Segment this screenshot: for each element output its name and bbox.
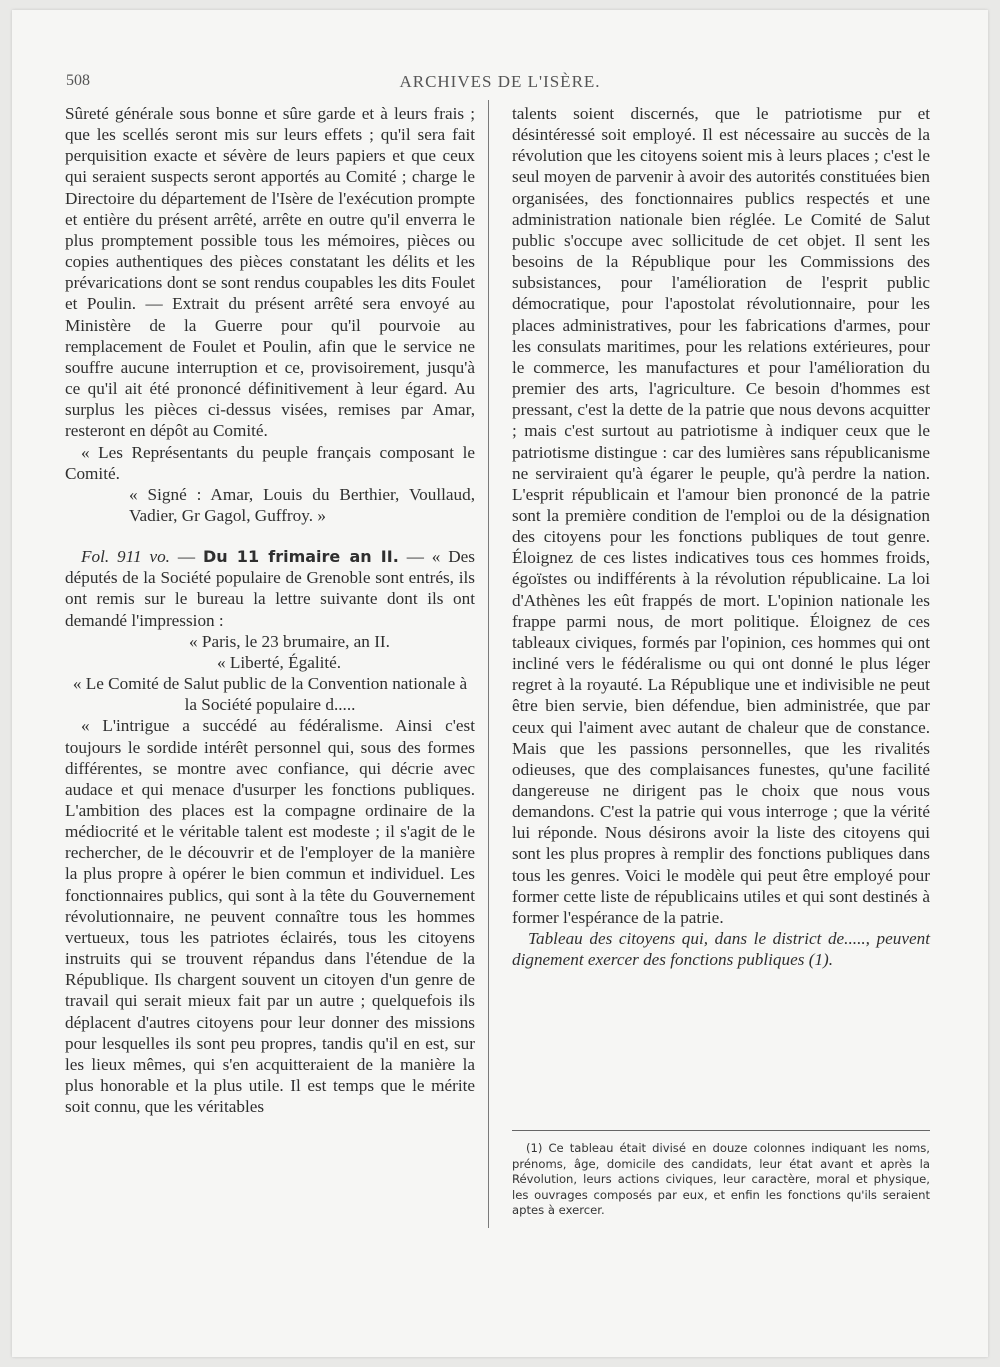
section-text: — « Des députés de la Société populaire de Grenoble sont entrés, ils ont remis sur le bureau la lettre suivante dont ils ont demandé l'impression : <box>65 547 475 630</box>
running-title: ARCHIVES DE L'ISÈRE. <box>399 72 601 91</box>
page-number: 508 <box>66 72 90 89</box>
column-divider <box>488 100 489 1228</box>
folio-reference: Fol. 911 vo. <box>81 547 170 567</box>
footnote-rule <box>512 1130 930 1131</box>
section-date: Du 11 frimaire an II. <box>202 547 399 567</box>
paragraph: « L'intrigue a succédé au fédéralisme. Ainsi c'est toujours le sordide intérêt personnel qui, sous des formes différentes, se montre avec confiance, qui décrie avec audace et qui menace d'usurper les fonctions publiques. L'ambition des places est la compagne ordinaire de la médiocrité et le véritable talent est modeste ; il s'agit de le rechercher, de le découvrir et de l'employer de la manière la plus propre à opérer le bien commun et individuel. Les fonctionnaires publics, qui sont à la tête du Gouvernement révolutionnaire, ne peuvent connaître tous les hommes vertueux, tous les patriotes éclairés, tous les citoyens instruits qui se trouvent répandus dans l'étendue de la République. Ils chargent souvent un citoyen d'un genre de travail qui serait mieux fait par un autre ; quelquefois ils déplacent d'autres citoyens pour leur donner des missions pour lesquelles ils sont peu propres, tandis qu'il en est, sur les lieux mêmes, qui s'en acquitteraient de la manière la plus honorable et la plus utile. Il est temps que le mérite soit connu, que les véritables <box>65 716 475 1117</box>
letter-motto: « Liberté, Égalité. <box>217 652 342 672</box>
right-column <box>512 103 930 970</box>
letter-salutation: « Le Comité de Salut public de la Convention nationale à la Société populaire d..... <box>72 674 468 715</box>
left-column <box>65 103 475 1117</box>
section-heading <box>65 546 475 631</box>
table-caption: Tableau des citoyens qui, dans le district de....., peuvent dignement exercer des fonctions publiques (1). <box>512 929 930 970</box>
section-dash: — <box>169 547 203 567</box>
paragraph: talents soient discernés, que le patriotisme pur et désintéressé soit employé. Il est nécessaire au succès de la révolution que les citoyens soient mis à leurs places ; c'est le seul moyen de parvenir à avoir des autorités constituées bien organisées, des fonctionnaires publics respectés et une administration nationale bien réglée. Le Comité de Salut public s'occupe avec sollicitude de cet objet. Il sent les besoins de la République pour les Commissions des subsistances, pour l'amélioration de l'esprit public démocratique, pour l'apostolat révolutionnaire, pour les places administratives, pour les fabrications d'armes, pour les consulats maritimes, pour les relations extérieures, pour le commerce, les manufactures et pour l'amélioration du premier des arts, l'agriculture. Ce besoin d'hommes est pressant, c'est la dette de la patrie que nous devons acquitter ; mais c'est surtout au patriotisme à indiquer ceux que le patriotisme distingue : car des lumières sans républicanisme ne serviraient qu'à égarer le peuple, qu'à perdre la nation. L'esprit républicain et l'amour bien prononcé de la patrie sont la première condition de l'emploi ou de la désignation des citoyens pour les fonctions publiques de tout genre. Éloignez de ces listes indicatives tous ces hommes froids, égoïstes ou indifférents à la révolution républicaine. La loi d'Athènes les eût frappés de mort. L'opinion nationale les frappe parmi nous, de mort politique. Éloignez de ces tableaux civiques, formés par l'opinion, ces hommes qui ont incliné vers le fédéralisme ou qui ont donné le plus léger regret à la royauté. La République une et indivisible ne peut être bien servie, bien défendue, bien administrée, que par ceux qui l'aiment avec autant de chaleur que de constance. Mais que les passions personnelles, que les rivalités odieuses, que des complaisances funestes, qu'une facilité dangereuse ne dirigent pas le choix que nous vous demandons. C'est la patrie qui vous interroge ; que la vérité lui réponde. Nous désirons avoir la liste des citoyens qui sont les plus propres à remplir des fonctions publiques dans tous les genres. Voici le modèle qui peut être employé pour former cette liste de républicains utiles et qui sont destinés à former l'espérance de la patrie. <box>512 104 930 927</box>
footnote: (1) Ce tableau était divisé en douze colonnes indiquant les noms, prénoms, âge, domicile des candidats, leur état avant et après la Révolution, leurs actions civiques, leur caractère, moral et physique, les ouvrages composés par eux, et enfin les fonctions qu'ils seraient aptes à exercer. <box>512 1141 930 1218</box>
letter-place-date: « Paris, le 23 brumaire, an II. <box>189 631 390 651</box>
paragraph: Sûreté générale sous bonne et sûre garde et à leurs frais ; que les scellés seront mis sur leurs effets ; qu'il sera fait perquisition exacte et sévère de leurs papiers et que ceux qui seraient suspects seront apportés au Comité ; charge le Directoire du département de l'Isère de l'exécution prompte et entière du présent arrêté, arrête en outre qu'il enverra le plus promptement possible tous les mémoires, pièces ou copies authentiques des pièces constatant les délits et les prévarications dont se sont rendus coupables les dits Foulet et Poulin. — Extrait du présent arrêté sera envoyé au Ministère de la Guerre pour qu'il pourvoie au remplacement de Foulet et Poulin, afin que le service ne souffre aucune interruption et ce, provisoirement, jusqu'à ce qu'il ait été prononcé définitivement à leur égard. Au surplus les pièces ci-dessus visées, remises par Amar, resteront en dépôt au Comité. <box>65 104 475 441</box>
paragraph: « Les Représentants du peuple français composant le Comité. <box>65 442 475 483</box>
running-head <box>0 72 1000 96</box>
signature-block: « Signé : Amar, Louis du Berthier, Voullaud, Vadier, Gr Gagol, Guffroy. » <box>129 484 475 525</box>
